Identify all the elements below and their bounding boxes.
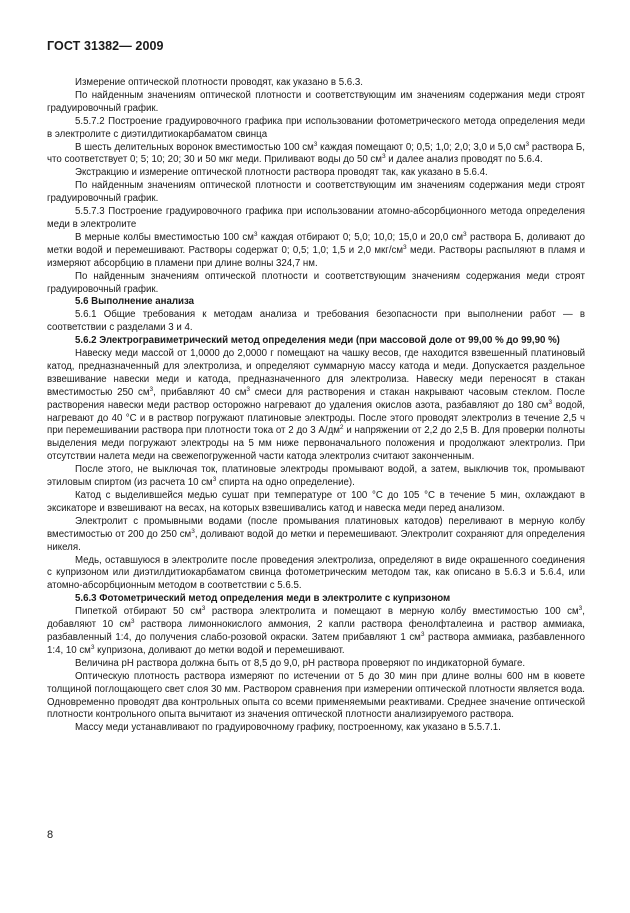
paragraph: 5.5.7.3 Построение градуировочного графика при использовании атомно-абсорбционного метода определения меди в электролите bbox=[47, 206, 585, 230]
page-number: 8 bbox=[47, 829, 54, 841]
document-header: ГОСТ 31382— 2009 bbox=[47, 39, 164, 53]
paragraph: По найденным значениям оптической плотности и соответствующим значениям содержания меди строят градуировочный график. bbox=[47, 270, 585, 295]
paragraph: Медь, оставшуюся в электролите после проведения электролиза, определяют в виде окрашенного соединения с купризоном или диэтилдитиокарбаматом свинца фотометрическим методом так, как описано в 5.6.3 и 5.6.4, или атомно-абсорбционным методом в соответствии с 5.6.5. bbox=[47, 554, 585, 592]
section-heading: 5.6 Выполнение анализа bbox=[75, 296, 195, 308]
paragraph: Величина рН раствора должна быть от 8,5 до 9,0, рН раствора проверяют по индикаторной бумаге. bbox=[75, 657, 526, 669]
paragraph: Измерение оптической плотности проводят, как указано в 5.6.3. bbox=[75, 77, 363, 88]
paragraph: 5.5.7.2 Построение градуировочного графика при использовании фотометрического метода определения меди в электролите с диэтилдитиокарбаматом свинца bbox=[47, 115, 585, 140]
document-body bbox=[47, 77, 585, 735]
section-heading: 5.6.2 Электрогравиметрический метод определения меди (при массовой доле от 99,00 % до 99,90 %) bbox=[75, 335, 560, 347]
section-heading: 5.6.3 Фотометрический метод определения меди в электролите с купризоном bbox=[75, 593, 451, 605]
paragraph: 5.6.1 Общие требования к методам анализа и требования безопасности при выполнении работ — в соответствии с разделами 3 и 4. bbox=[47, 309, 585, 334]
paragraph: Навеску меди массой от 1,0000 до 2,0000 г помещают на чашку весов, где находится взвешенный платиновый катод, предназначенный для электролиза, и определяют суммарную массу катода и меди. Допускается раздельное взвешивание навески меди и катода, предназначенного для электролиза. Навеску меди переносят в стакан вместимостью 250 $см^3$, прибавляют 40 $см^3$ смеси для растворения и стакан накрывают часовым стеклом. После растворения навески меди раствор осторожно нагревают до удаления окислов азота, разбавляют до 180 $см^3$ водой, нагревают до 40 °С и в раствор погружают платиновые электроды. После этого проводят электролиз в течение 2,5 ч при перемешивании раствора при плотности тока от 2 до 3 $А/дм^2$ и напряжении от 2,2 до 2,5 В. Для проверки полноты выделения меди погружают электроды на 5 мм ниже первоначального положения и продолжают электролиз. При отсутствии налета меди на свежепогруженной части катода электролиз считают законченным. bbox=[47, 348, 585, 463]
paragraph: Оптическую плотность раствора измеряют по истечении от 5 до 30 мин при длине волны 600 нм в кювете толщиной поглощающего свет слоя 30 мм. Раствором сравнения при измерении оптической плотности является вода. Одновременно проводят два контрольных опыта со всеми применяемыми реактивами. Среднее значение оптической плотности контрольного опыта вычитают из значения оптической плотности анализируемого раствора. bbox=[47, 670, 585, 721]
paragraph: По найденным значениям оптической плотности и соответствующим им значениям содержания меди строят градуировочный график. bbox=[47, 89, 585, 114]
paragraph: В мерные колбы вместимостью 100 $см^3$ каждая отбирают 0; 5,0; 10,0; 15,0 и 20,0 $см^3$ раствора Б, доливают до метки водой и перемешивают. Растворы содержат 0; 0,5; 1,0; 1,5 и 2,0 мкг/$см^3$ меди. Растворы распыляют в пламя и измеряют абсорбцию в пламени при длине волны 324,7 нм. bbox=[47, 230, 586, 269]
paragraph: Пипеткой отбирают 50 $см^3$ раствора электролита и помещают в мерную колбу вместимостью 100 $см^3$, добавляют 10 $см^3$ раствора лимоннокислого аммония, 2 капли раствора фенолфталеина и раствор аммиака, разбавленный 1:4, до получения слабо-розовой окраски. Затем прибавляют 1 $см^3$ раствора аммиака, разбавленного 1:4, 10 $см^3$ купризона, доливают до метки водой и перемешивают. bbox=[47, 605, 586, 656]
paragraph: Катод с выделившейся медью сушат при температуре от 100 °С до 105 °С в течение 5 мин, охлаждают в эксикаторе и взвешивают на весах, на которых взвешивались катод и навеска меди перед анализом. bbox=[47, 490, 585, 514]
paragraph: Электролит с промывными водами (после промывания платиновых катодов) переливают в мерную колбу вместимостью от 200 до 250 $см^3$, доливают водой до метки и перемешивают. Электролит сохраняют для определения никеля. bbox=[47, 515, 585, 553]
paragraph: Экстракцию и измерение оптической плотности раствора проводят так, как указано в 5.6.4. bbox=[75, 167, 488, 179]
paragraph: В шесть делительных воронок вместимостью 100 $см^3$ каждая помещают 0; 0,5; 1,0; 2,0; 3,0 и 5,0 $см^3$ раствора Б, что соответствует 0; 5; 10; 20; 30 и 50 мкг меди. Приливают воды до 50 $см^3$ и далее анализ проводят по 5.6.4. bbox=[47, 140, 585, 166]
paragraph: По найденным значениям оптической плотности и соответствующим им значениям содержания меди строят градуировочный график. bbox=[47, 180, 585, 205]
paragraph: После этого, не выключая ток, платиновые электроды промывают водой, а затем, выключив ток, промывают этиловым спиртом (из расчета 10 $см^3$ спирта на одно определение). bbox=[47, 464, 585, 489]
paragraph: Массу меди устанавливают по градуировочному графику, построенному, как указано в 5.5.7.1. bbox=[75, 722, 501, 734]
